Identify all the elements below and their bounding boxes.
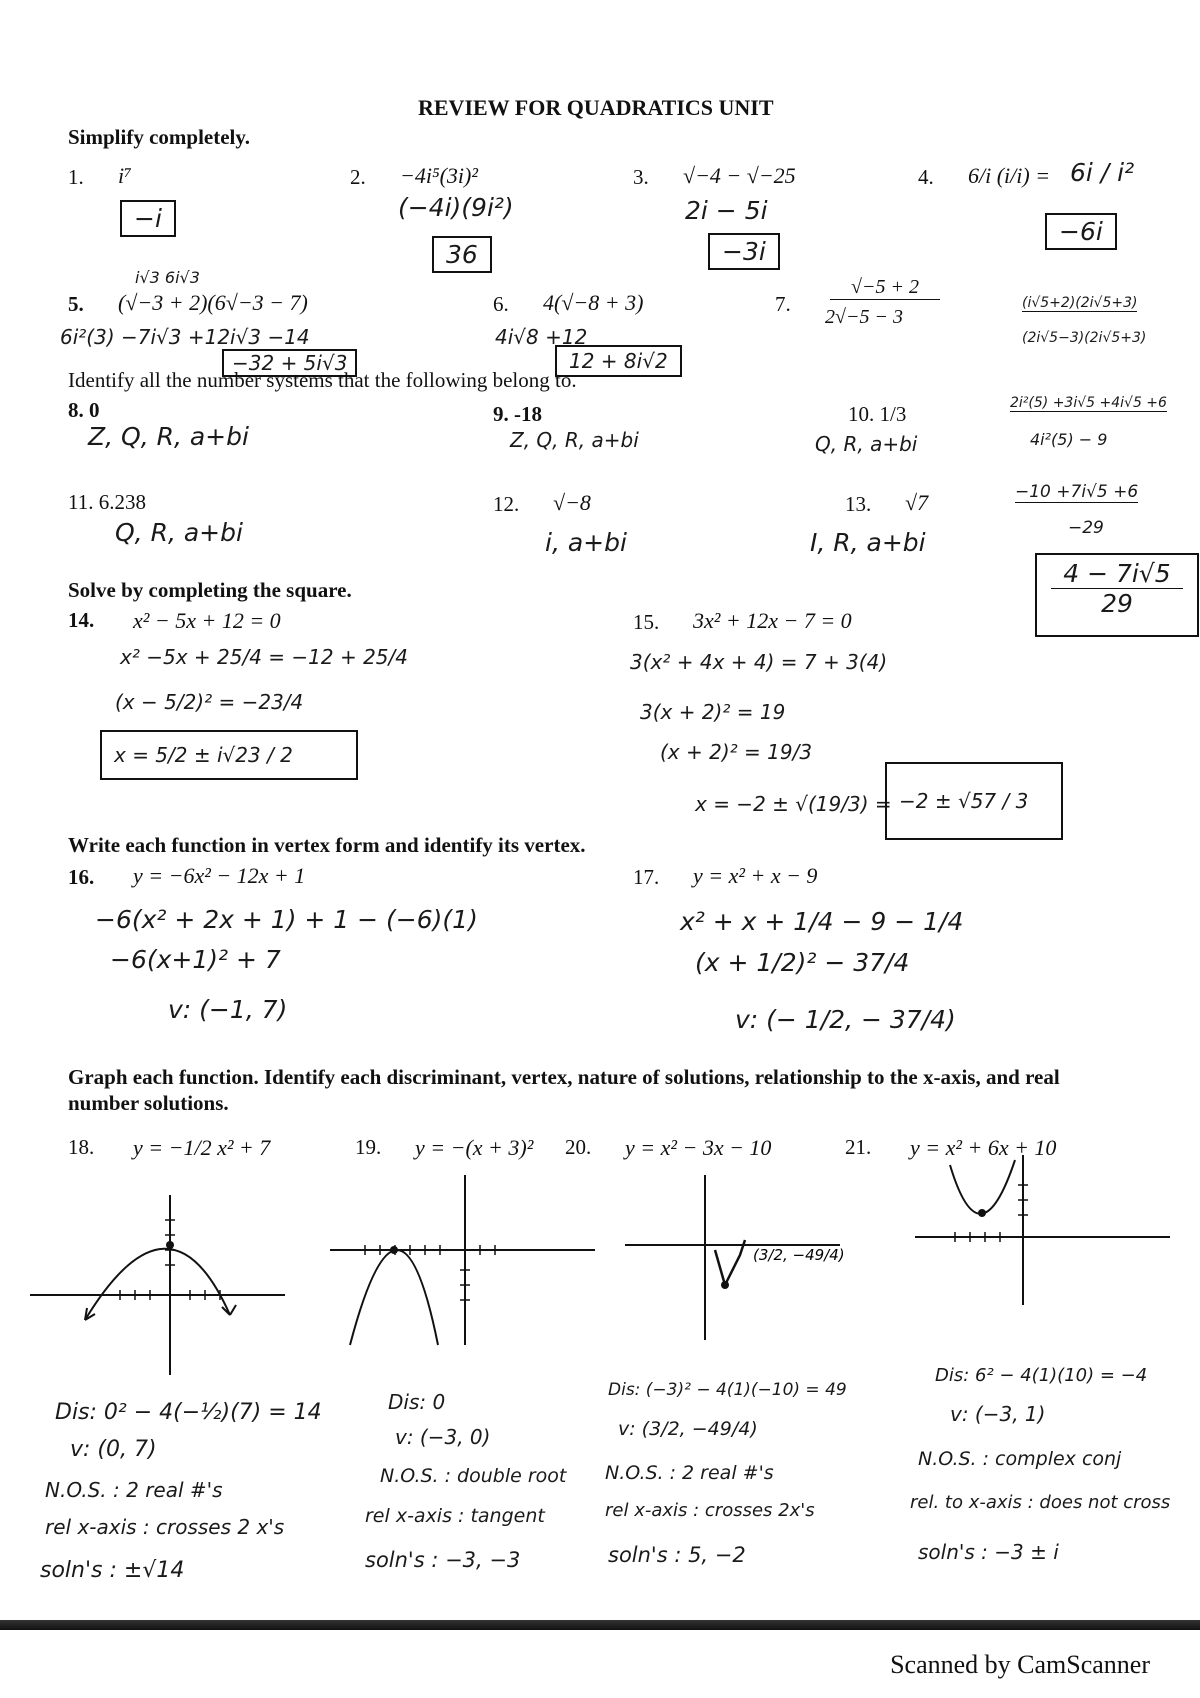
problem-18-discriminant: Dis: 0² − 4(−½)(7) = 14: [55, 1400, 322, 1425]
problem-3-expression: √−4 − √−25: [683, 163, 796, 188]
problem-20-nature: N.O.S. : 2 real #'s: [605, 1462, 774, 1484]
problem-15-work-4: x = −2 ± √(19/3) =: [695, 792, 892, 816]
problem-7-work-3-den: −29: [1068, 518, 1104, 538]
problem-19-graph: [330, 1175, 600, 1355]
problem-14-expression: x² − 5x + 12 = 0: [133, 608, 281, 633]
problem-21-number: 21.: [845, 1135, 872, 1159]
problem-5-number: 5.: [68, 292, 84, 316]
vertex-point: [721, 1281, 729, 1289]
problem-21-discriminant: Dis: 6² − 4(1)(10) = −4: [935, 1365, 1148, 1386]
vertex-point: [166, 1241, 174, 1249]
problem-1-answer: −i: [120, 200, 176, 237]
problem-19-relationship: rel x-axis : tangent: [365, 1505, 545, 1527]
problem-7-answer-denominator: 29: [1101, 589, 1133, 618]
problem-7-work-2-den: 4i²(5) − 9: [1030, 430, 1108, 449]
problem-6-answer: 12 + 8i√2: [555, 345, 682, 377]
section-complete-square: Solve by completing the square.: [68, 578, 352, 602]
parabola-curve: [350, 1250, 438, 1345]
problem-7-numerator: √−5 + 2: [830, 276, 940, 300]
problem-15-work-2: 3(x + 2)² = 19: [640, 700, 786, 724]
problem-17-number: 17.: [633, 865, 660, 889]
problem-1-expression: i⁷: [118, 163, 132, 188]
problem-14-work-1: x² −5x + 25/4 = −12 + 25/4: [120, 645, 408, 669]
problem-18-solutions: soln's : ±√14: [40, 1558, 185, 1583]
problem-16-number: 16.: [68, 865, 95, 889]
problem-7-number: 7.: [775, 292, 791, 316]
problem-7-answer-box: [1035, 553, 1199, 637]
problem-21-relationship: rel. to x-axis : does not cross: [910, 1492, 1171, 1513]
problem-20-expression: y = x² − 3x − 10: [625, 1135, 772, 1160]
problem-18-graph: [30, 1190, 290, 1380]
tick-marks: [955, 1185, 1028, 1242]
problem-21-vertex: v: (−3, 1): [950, 1402, 1046, 1426]
problem-19-vertex: v: (−3, 0): [395, 1425, 491, 1449]
problem-19-discriminant: Dis: 0: [388, 1390, 446, 1414]
problem-14-number: 14.: [68, 608, 95, 632]
problem-10-label: 10. 1/3: [848, 402, 907, 426]
problem-4-number: 4.: [918, 165, 934, 189]
problem-3-number: 3.: [633, 165, 649, 189]
problem-12-label: 12.: [493, 492, 520, 516]
problem-14-work-2: (x − 5/2)² = −23/4: [115, 690, 304, 714]
problem-18-number: 18.: [68, 1135, 95, 1159]
problem-4-expression: 6/i (i/i) =: [968, 163, 1051, 188]
problem-3-work: 2i − 5i: [685, 196, 768, 225]
parabola-curve: [715, 1240, 745, 1285]
problem-19-expression: y = −(x + 3)²: [415, 1135, 534, 1160]
problem-7-work-1: (i√5+2)(2i√5+3): [1022, 295, 1138, 311]
problem-19-nature: N.O.S. : double root: [380, 1465, 567, 1487]
problem-7-work-1-den: (2i√5−3)(2i√5+3): [1022, 330, 1147, 346]
parabola-curve: [950, 1160, 1015, 1214]
problem-8-label: 8. 0: [68, 398, 100, 422]
page-title: REVIEW FOR QUADRATICS UNIT: [418, 95, 774, 120]
problem-15-number: 15.: [633, 610, 660, 634]
parabola-curve: [85, 1249, 230, 1320]
problem-4-answer: −6i: [1045, 213, 1117, 250]
problem-18-vertex: v: (0, 7): [70, 1437, 157, 1462]
problem-2-expression: −4i⁵(3i)²: [400, 163, 478, 188]
problem-2-answer: 36: [432, 236, 492, 273]
problem-11-label: 11. 6.238: [68, 490, 146, 514]
problem-21-graph: [915, 1155, 1175, 1315]
problem-20-relationship: rel x-axis : crosses 2x's: [605, 1500, 815, 1521]
problem-20-number: 20.: [565, 1135, 592, 1159]
section-identify: Identify all the number systems that the following belong to.: [68, 368, 577, 392]
problem-21-expression: y = x² + 6x + 10: [910, 1135, 1057, 1160]
problem-15-answer: −2 ± √57 / 3: [885, 762, 1063, 840]
problem-21-solutions: soln's : −3 ± i: [918, 1540, 1059, 1564]
tick-marks: [365, 1245, 495, 1300]
problem-20-graph: [625, 1175, 855, 1350]
problem-15-work-3: (x + 2)² = 19/3: [660, 740, 813, 764]
problem-20-vertex: v: (3/2, −49/4): [618, 1418, 758, 1440]
problem-19-number: 19.: [355, 1135, 382, 1159]
problem-6-expression: 4(√−8 + 3): [543, 290, 644, 315]
problem-4-work: 6i / i²: [1070, 158, 1135, 187]
problem-9-answer: Z, Q, R, a+bi: [510, 428, 639, 452]
problem-12-answer: i, a+bi: [545, 528, 627, 557]
problem-10-answer: Q, R, a+bi: [815, 432, 918, 456]
problem-5-answer: −32 + 5i√3: [222, 349, 357, 377]
problem-16-vertex: v: (−1, 7): [168, 995, 288, 1024]
scan-edge-line: [0, 1620, 1200, 1630]
problem-7-answer-numerator: 4 − 7i√5: [1051, 559, 1183, 589]
problem-18-nature: N.O.S. : 2 real #'s: [45, 1478, 223, 1502]
section-vertex-form: Write each function in vertex form and identify its vertex.: [68, 833, 586, 857]
problem-12-expression: √−8: [553, 490, 591, 515]
problem-18-expression: y = −1/2 x² + 7: [133, 1135, 271, 1160]
problem-16-expression: y = −6x² − 12x + 1: [133, 863, 306, 888]
problem-15-expression: 3x² + 12x − 7 = 0: [693, 608, 852, 633]
problem-13-expression: √7: [905, 490, 929, 515]
problem-3-answer: −3i: [708, 233, 780, 270]
problem-2-number: 2.: [350, 165, 366, 189]
problem-13-answer: I, R, a+bi: [810, 528, 926, 557]
scanner-watermark: Scanned by CamScanner: [890, 1650, 1150, 1679]
problem-6-work: 4i√8 +12: [495, 325, 588, 349]
problem-13-label: 13.: [845, 492, 872, 516]
problem-17-expression: y = x² + x − 9: [693, 863, 818, 888]
problem-15-work-1: 3(x² + 4x + 4) = 7 + 3(4): [630, 650, 888, 674]
section-graph-line-1: Graph each function. Identify each discriminant, vertex, nature of solutions, relationship to the x-axis, and real: [68, 1065, 1060, 1089]
problem-2-work: (−4i)(9i²): [398, 193, 514, 222]
problem-5-work: 6i²(3) −7i√3 +12i√3 −14: [60, 325, 310, 349]
problem-14-answer: x = 5/2 ± i√23 / 2: [100, 730, 358, 780]
section-graph-line-2: number solutions.: [68, 1091, 229, 1115]
problem-1-number: 1.: [68, 165, 84, 189]
problem-17-work-2: (x + 1/2)² − 37/4: [695, 948, 910, 977]
problem-5-annotation: i√3 6i√3: [135, 268, 200, 287]
problem-5-expression: (√−3 + 2)(6√−3 − 7): [118, 290, 308, 315]
vertex-label: (3/2, −49/4): [753, 1246, 845, 1264]
problem-16-work-1: −6(x² + 2x + 1) + 1 − (−6)(1): [95, 905, 478, 934]
problem-17-vertex: v: (− 1/2, − 37/4): [735, 1005, 956, 1034]
problem-18-relationship: rel x-axis : crosses 2 x's: [45, 1515, 285, 1539]
problem-11-answer: Q, R, a+bi: [115, 518, 243, 547]
problem-7-work-3: −10 +7i√5 +6: [1015, 482, 1139, 502]
problem-21-nature: N.O.S. : complex conj: [918, 1448, 1122, 1470]
problem-9-label: 9. -18: [493, 402, 542, 426]
problem-20-solutions: soln's : 5, −2: [608, 1543, 746, 1567]
curve-arrows: [85, 1305, 236, 1320]
problem-16-work-2: −6(x+1)² + 7: [110, 945, 281, 974]
problem-19-solutions: soln's : −3, −3: [365, 1548, 521, 1572]
problem-6-number: 6.: [493, 292, 509, 316]
vertex-point: [390, 1246, 398, 1254]
vertex-point: [978, 1209, 986, 1217]
problem-7-denominator: 2√−5 − 3: [825, 306, 903, 328]
problem-7-work-2: 2i²(5) +3i√5 +4i√5 +6: [1010, 395, 1167, 411]
section-simplify: Simplify completely.: [68, 125, 250, 149]
problem-8-answer: Z, Q, R, a+bi: [88, 422, 249, 451]
problem-20-discriminant: Dis: (−3)² − 4(1)(−10) = 49: [608, 1380, 847, 1400]
problem-17-work-1: x² + x + 1/4 − 9 − 1/4: [680, 907, 964, 936]
